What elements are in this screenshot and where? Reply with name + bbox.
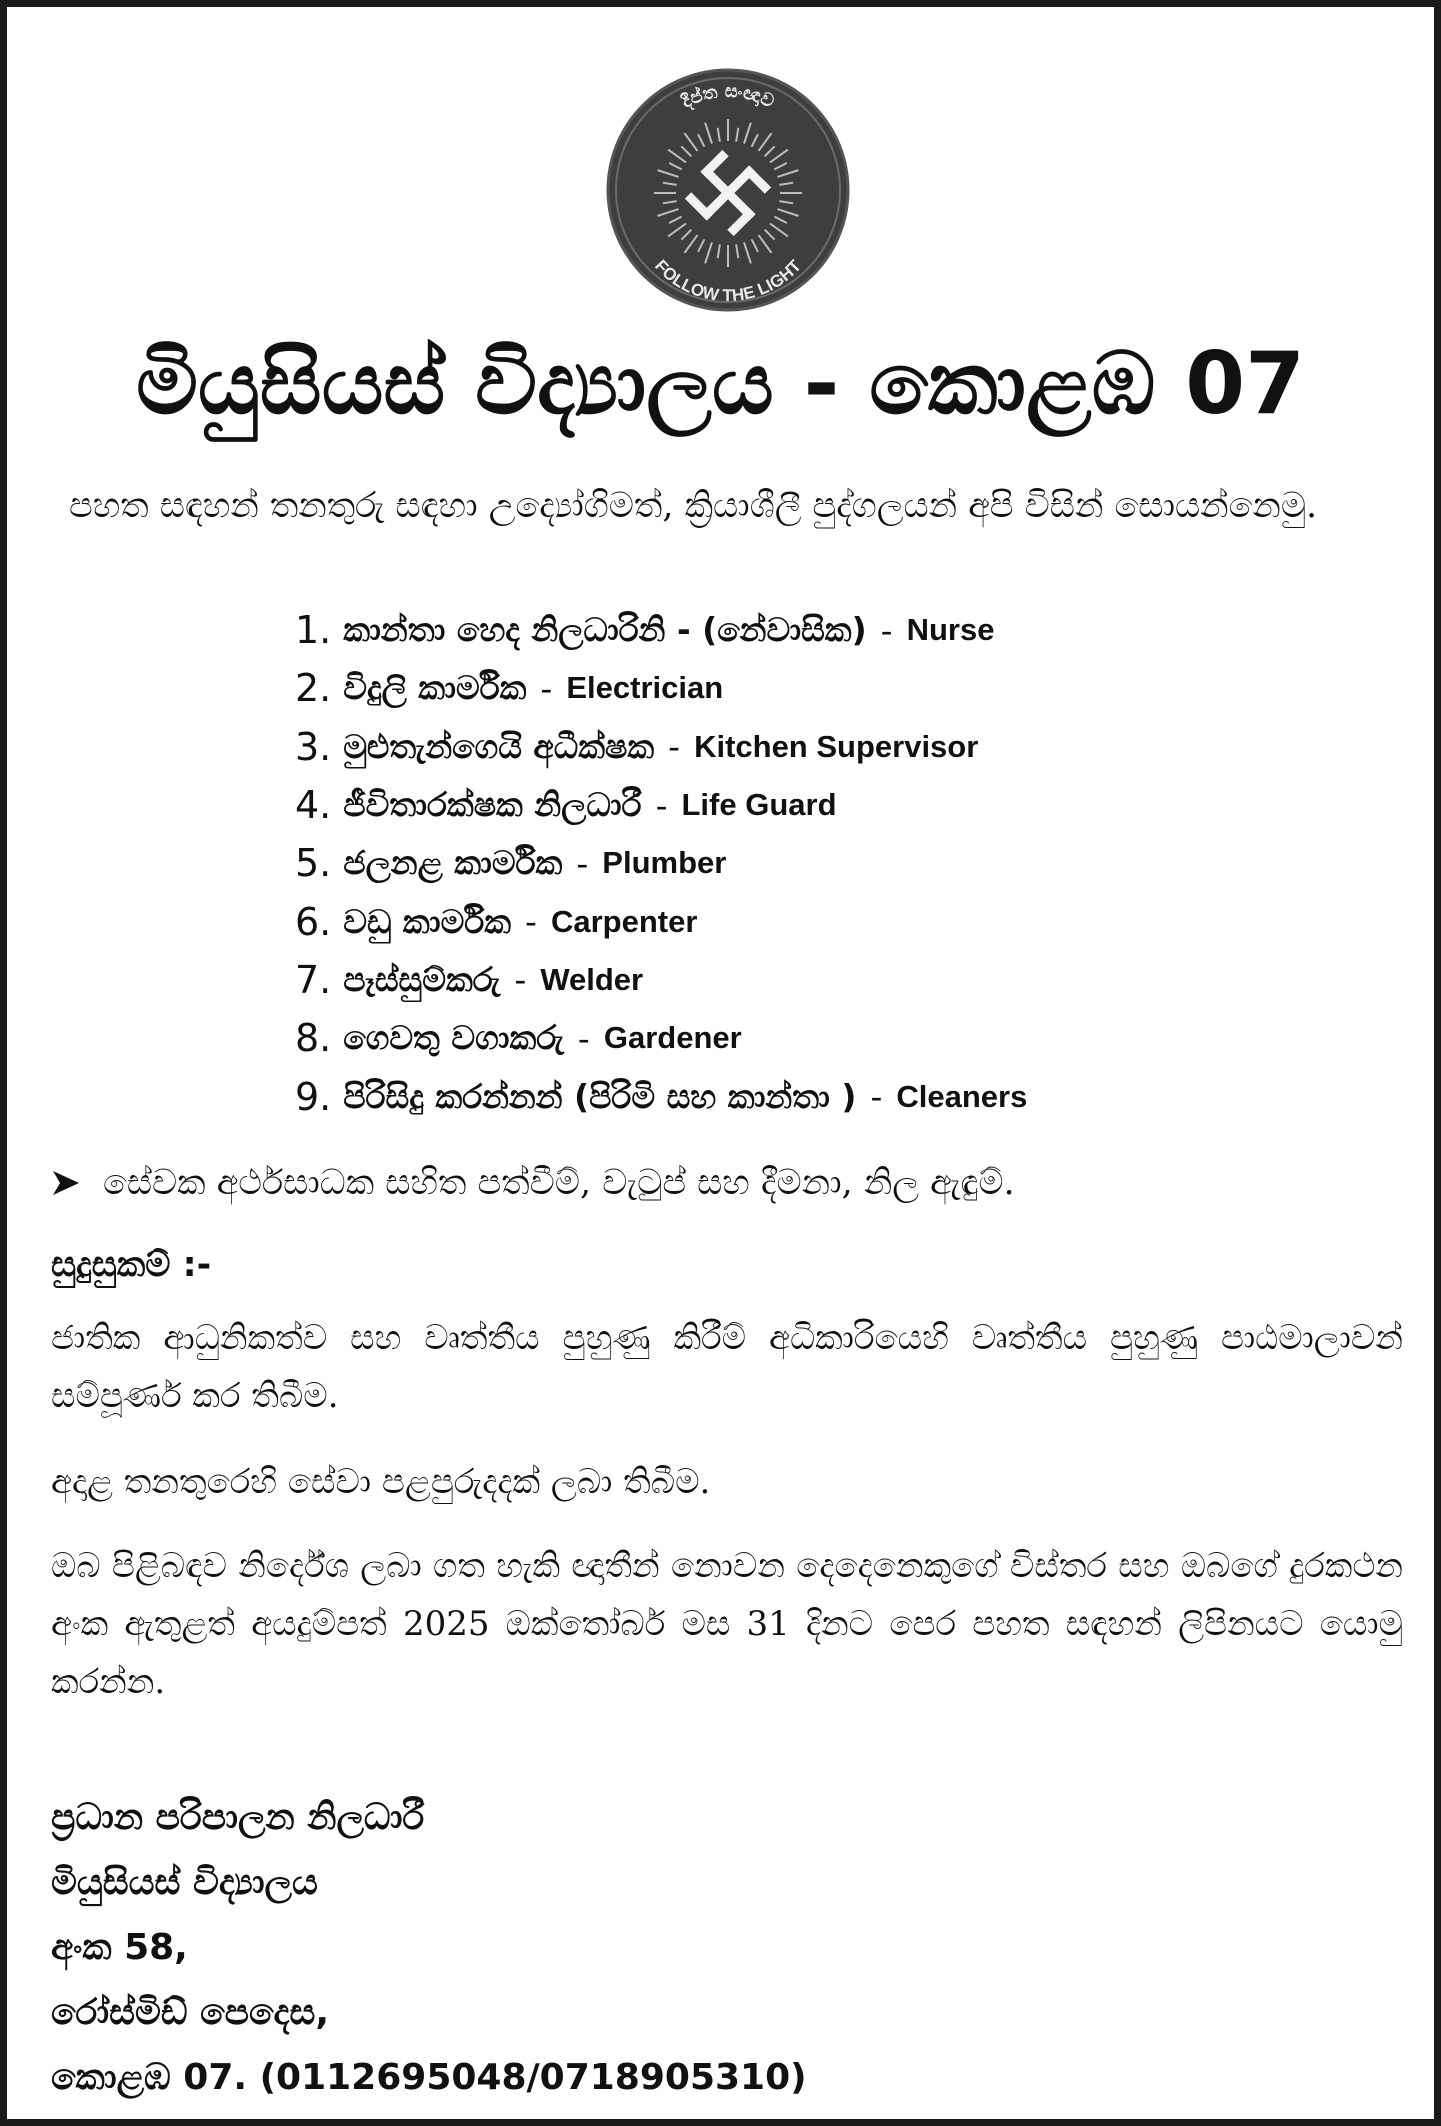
address-line-contact: කොළඹ 07. (0112695048/0718905310) — [51, 2057, 807, 2098]
address-line: රෝස්මිඩ් පෙදෙස, — [51, 1992, 330, 2033]
position-sinhala: පෑස්සුම්කරු — [343, 959, 501, 999]
intro-text: පහත සඳහන් තනතුරු සඳහා උද්‍යෝගිමත්, ක්‍රියාශීලී පුද්ගලයන් අපි විසින් සොයන්නෙමු. — [69, 486, 1318, 526]
benefits-text: සේවක අර්ථසාධක සහිත පත්වීම්, වැටුප් සහ දීමනා, නිල ඇඳුම්. — [103, 1163, 1015, 1203]
separator: - — [880, 610, 893, 650]
position-sinhala: පිරිසිදු කරන්නන් (පිරිමි සහ කාන්තා ) — [343, 1076, 857, 1116]
position-english: Kitchen Supervisor — [694, 728, 979, 764]
application-instructions: ඔබ පිළිබඳව නිර්දේශ ලබා ගත හැකි ඥාතීන් නොවන දෙදෙනෙකුගේ විස්තර සහ ඔබගේ දුරකථන අංක ඇතුළත් අයදුම්පත් 2025 ඔක්තෝබර් මස 31 දිනට පෙර පහත සඳහන් ලිපිනයට යොමු කරන්න. — [51, 1546, 1403, 1702]
list-item — [295, 892, 1027, 950]
list-item — [295, 718, 1027, 776]
position-english: Gardener — [603, 1020, 742, 1056]
school-logo — [592, 65, 864, 315]
list-item — [295, 601, 1027, 659]
item-number: 3. — [295, 724, 332, 769]
item-number: 2. — [295, 666, 332, 711]
list-item — [295, 1067, 1027, 1125]
position-sinhala: ජීවිතාරක්ෂක නිලධාරී — [343, 785, 642, 825]
position-english: Cleaners — [896, 1078, 1028, 1114]
position-sinhala: මුළුතැන්ගෙයි අධීක්ෂක — [343, 726, 655, 766]
item-number: 5. — [295, 841, 332, 886]
separator: - — [655, 785, 668, 825]
item-number: 9. — [295, 1074, 332, 1119]
item-number: 4. — [295, 783, 332, 828]
qualifications-heading: සුදුසුකම් :- — [51, 1245, 212, 1285]
address-line: අංක 58, — [51, 1927, 188, 1968]
item-number: 7. — [295, 957, 332, 1002]
qualification-paragraph: ජාතික ආධුනිකත්ව සහ වෘත්තීය පුහුණු කිරීම් අධිකාරියෙහි වෘත්තීය පුහුණු පාඨමාලාවන් සම්පූර්ණ කර තිබීම. — [51, 1318, 1403, 1416]
position-english: Plumber — [602, 845, 727, 881]
arrowhead-bullet-icon — [51, 1169, 81, 1197]
separator: - — [576, 843, 589, 883]
list-item — [295, 659, 1027, 717]
separator: - — [514, 960, 527, 1000]
list-item — [295, 1009, 1027, 1067]
separator: - — [668, 727, 681, 767]
separator: - — [577, 1018, 590, 1058]
item-number: 1. — [295, 608, 332, 653]
position-sinhala: විදුලි කාර්මික — [343, 668, 527, 708]
positions-list — [295, 601, 1027, 1126]
position-english: Carpenter — [550, 903, 698, 939]
position-english: Life Guard — [681, 787, 837, 823]
position-sinhala: වඩු කාර්මික — [343, 901, 512, 941]
separator: - — [540, 668, 553, 708]
position-english: Electrician — [566, 670, 724, 706]
separator: - — [525, 902, 537, 942]
logo-top-text: දීප්ත සංඥාව — [678, 80, 778, 113]
benefits-line — [51, 1155, 1411, 1211]
item-number: 8. — [295, 1016, 332, 1061]
qualification-paragraph: අදාළ තනතුරෙහි සේවා පළපුරුදදක් ලබා තිබීම. — [51, 1462, 711, 1502]
item-number: 6. — [295, 899, 332, 944]
logo-motto: FOLLOW THE LIGHT — [651, 256, 805, 306]
separator: - — [870, 1077, 883, 1117]
position-english: Welder — [540, 961, 644, 997]
position-english: Nurse — [906, 612, 995, 648]
address-line: ප්‍රධාන පරිපාලන නිලධාරී — [51, 1797, 425, 1838]
postal-address — [51, 1785, 807, 2110]
position-sinhala: කාන්තා හෙද නිලධාරිනි - (නේවාසික) — [343, 610, 867, 650]
position-sinhala: ජලනළ කාර්මික — [343, 843, 563, 883]
position-sinhala: ගෙවතු වගාකරු — [343, 1018, 564, 1058]
school-title: මියුසියස් විද්‍යාලය - කොළඹ 07 — [136, 334, 1305, 434]
list-item — [295, 834, 1027, 892]
address-line: මියුසියස් විද්‍යාලය — [51, 1862, 318, 1903]
list-item — [295, 951, 1027, 1009]
list-item — [295, 776, 1027, 834]
